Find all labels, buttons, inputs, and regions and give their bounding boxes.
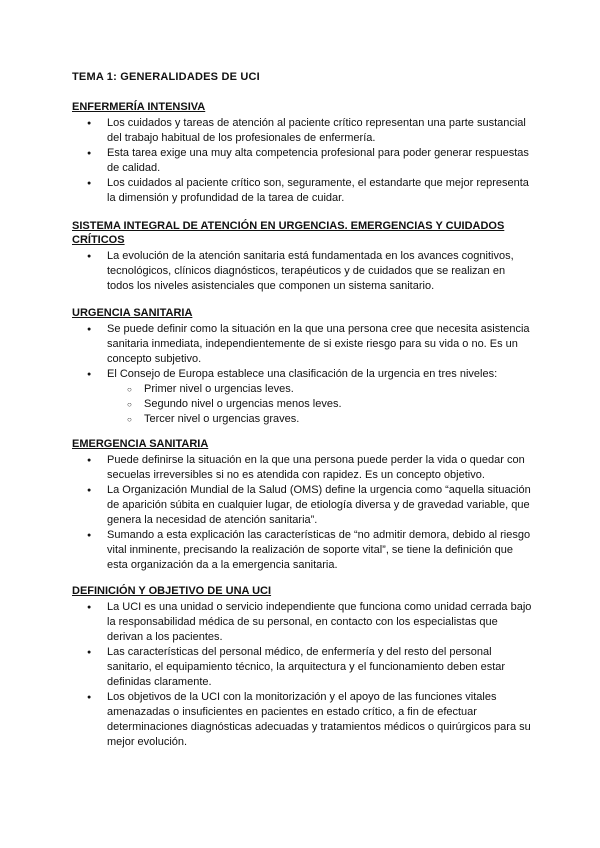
list-item [72, 367, 532, 382]
list-item: ● Se puede definir como la situación en la que una persona cree que necesita asistencia sanitaria inmediata, independientemente de si existe riesgo para su vida o no. Es un concepto subjetivo. [72, 322, 532, 367]
list-item: ● Las características del personal médico, de enfermería y del resto del personal sanitario, el equipamiento técnico, la arquitectura y el funcionamiento deben estar definidas claramente. [72, 645, 532, 690]
section-heading: SISTEMA INTEGRAL DE ATENCIÓN EN URGENCIAS. EMERGENCIAS Y CUIDADOS CRÍTICOS [72, 220, 505, 246]
section-emergencia-sanitaria [72, 437, 532, 573]
list-item: ● Los cuidados al paciente crítico son, seguramente, el estandarte que mejor representa la dimensión y profundidad de la tarea de cuidar. [72, 176, 532, 206]
section-sistema-integral [72, 219, 532, 294]
bullet-list [72, 322, 532, 382]
sub-list-item: ○ Tercer nivel o urgencias graves. [107, 412, 532, 427]
list-item: ● Sumando a esta explicación las características de “no admitir demora, debido al riesgo vital inminente, precisando la realización de soporte vital”, se tiene la definición que esta organización da a la emergencia sanitaria. [72, 528, 532, 573]
document-title: TEMA 1: GENERALIDADES DE UCI [72, 71, 260, 83]
list-item: ● Esta tarea exige una muy alta competencia profesional para poder generar respuestas de calidad. [72, 146, 532, 176]
sub-bullet-list [107, 382, 532, 427]
bullet-list [72, 453, 532, 573]
section-heading: DEFINICIÓN Y OBJETIVO DE UNA UCI [72, 585, 272, 597]
list-item: ● La Organización Mundial de la Salud (OMS) define la urgencia como “aquella situación de aparición súbita en cualquier lugar, de etiología diversa y de gravedad variable, que genera la necesidad de atención sanitaria”. [72, 483, 532, 528]
list-item: ● La UCI es una unidad o servicio independiente que funciona como unidad cerrada bajo la responsabilidad médica de su personal, en contacto con los especialistas que derivan a los pacientes. [72, 600, 532, 645]
section-heading: URGENCIA SANITARIA [72, 307, 193, 319]
bullet-list [72, 249, 532, 294]
sub-list-item: ○ Segundo nivel o urgencias menos leves. [107, 397, 532, 412]
list-item: ● La evolución de la atención sanitaria está fundamentada en los avances cognitivos, tecnológicos, clínicos diagnósticos, terapéuticos y de cuidados que se realizan en todos los niveles asistenciales que componen un sistema sanitario. [72, 249, 532, 294]
sub-list-item: ○ Primer nivel o urgencias leves. [107, 382, 532, 397]
list-item: ● Los cuidados y tareas de atención al paciente crítico representan una parte sustancial del trabajo habitual de los profesionales de enfermería. [72, 116, 532, 146]
section-definicion-uci [72, 584, 532, 750]
list-item: ● Puede definirse la situación en la que una persona puede perder la vida o quedar con secuelas irreversibles si no es atendida con rapidez. Es un concepto objetivo. [72, 453, 532, 483]
section-enfermeria-intensiva [72, 100, 532, 206]
section-heading: ENFERMERÍA INTENSIVA [72, 101, 206, 113]
bullet-list [72, 116, 532, 206]
section-heading: EMERGENCIA SANITARIA [72, 438, 209, 450]
list-item-text: El Consejo de Europa establece una clasificación de la urgencia en tres niveles: [107, 368, 498, 380]
bullet-list [72, 600, 532, 750]
list-item: ● Los objetivos de la UCI con la monitorización y el apoyo de las funciones vitales amenazadas o insuficientes en pacientes en estado crítico, a fin de efectuar determinaciones diagnósticas adecuadas y tratamientos médicos o quirúrgicos para su mejor evolución. [72, 690, 532, 750]
section-urgencia-sanitaria [72, 306, 532, 427]
